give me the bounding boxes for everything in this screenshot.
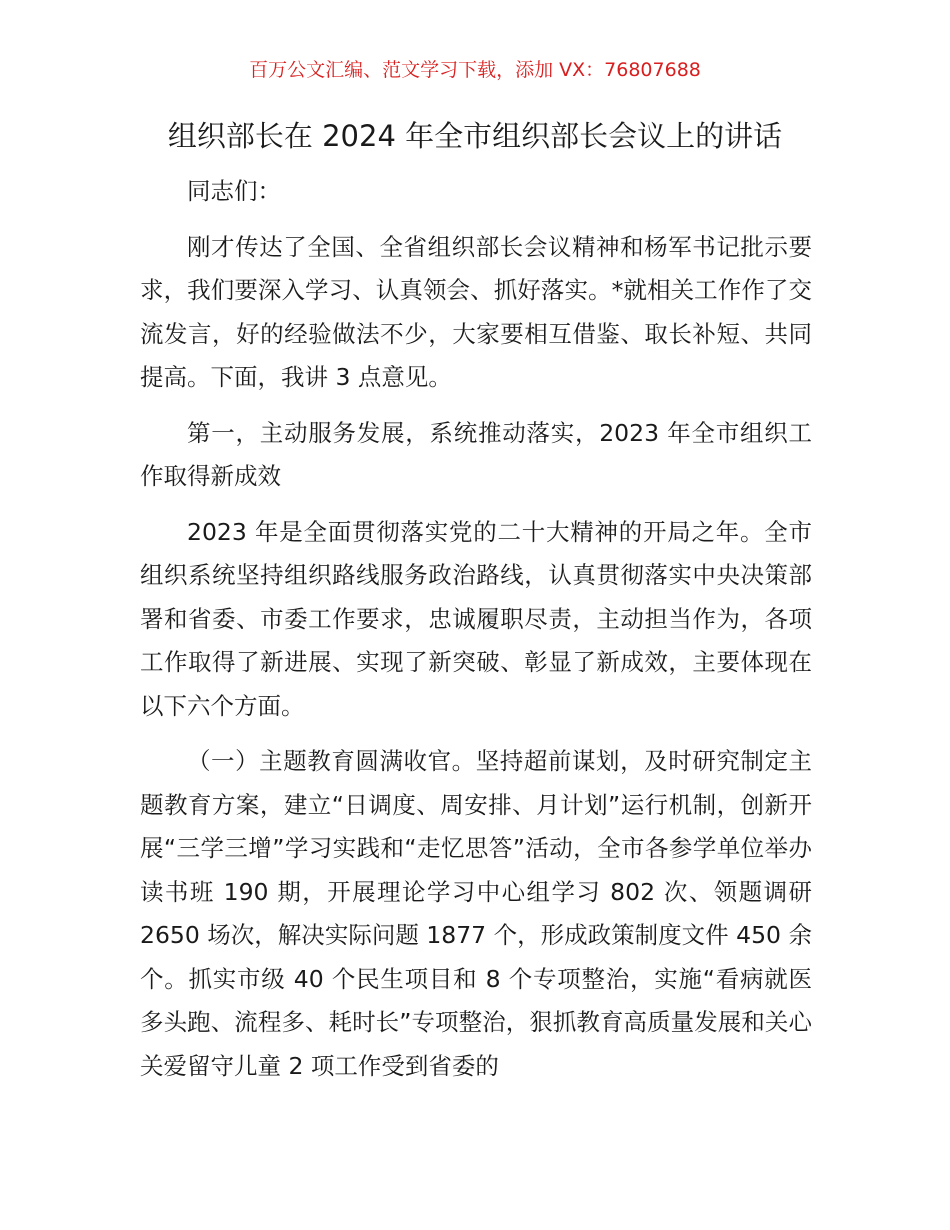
document-body [140, 170, 812, 1092]
greeting: 同志们： [187, 177, 281, 205]
paragraph-overview: 2023 年是全面贯彻落实党的二十大精神的开局之年。全市组织系统坚持组织路线服务政治路线，认真贯彻落实中央决策部署和省委、市委工作要求，忠诚履职尽责，主动担当作为，各项工作取得了新进展、实现了新突破、彰显了新成效，主要体现在以下六个方面。 [140, 517, 812, 720]
download-notice: 百万公文汇编、范文学习下载，添加 VX：76807688 [249, 59, 701, 81]
paragraph-theme-education: （一）主题教育圆满收官。坚持超前谋划，及时研究制定主题教育方案，建立“日调度、周安排、月计划”运行机制，创新开展“三学三增”学习实践和“走忆思答”活动，全市各参学单位举办读书班 190 期，开展理论学习中心组学习 802 次、领题调研 2650 场次，解决实际问题 1877 个，形成政策制度文件 450 余个。抓实市级 40 个民生项目和 8 个专项整治，实施“看病就医多头跑、流程多、耗时长”专项整治，狠抓教育高质量发展和关心关爱留守儿童 2 项工作受到省委的 [140, 747, 812, 1080]
paragraph-intro: 刚才传达了全国、全省组织部长会议精神和杨军书记批示要求，我们要深入学习、认真领会、抓好落实。*就相关工作作了交流发言，好的经验做法不少，大家要相互借鉴、取长补短、共同提高。下面，我讲 3 点意见。 [140, 232, 812, 391]
section-heading-first: 第一，主动服务发展，系统推动落实，2023 年全市组织工作取得新成效 [140, 418, 812, 490]
document-title: 组织部长在 2024 年全市组织部长会议上的讲话 [167, 119, 783, 153]
